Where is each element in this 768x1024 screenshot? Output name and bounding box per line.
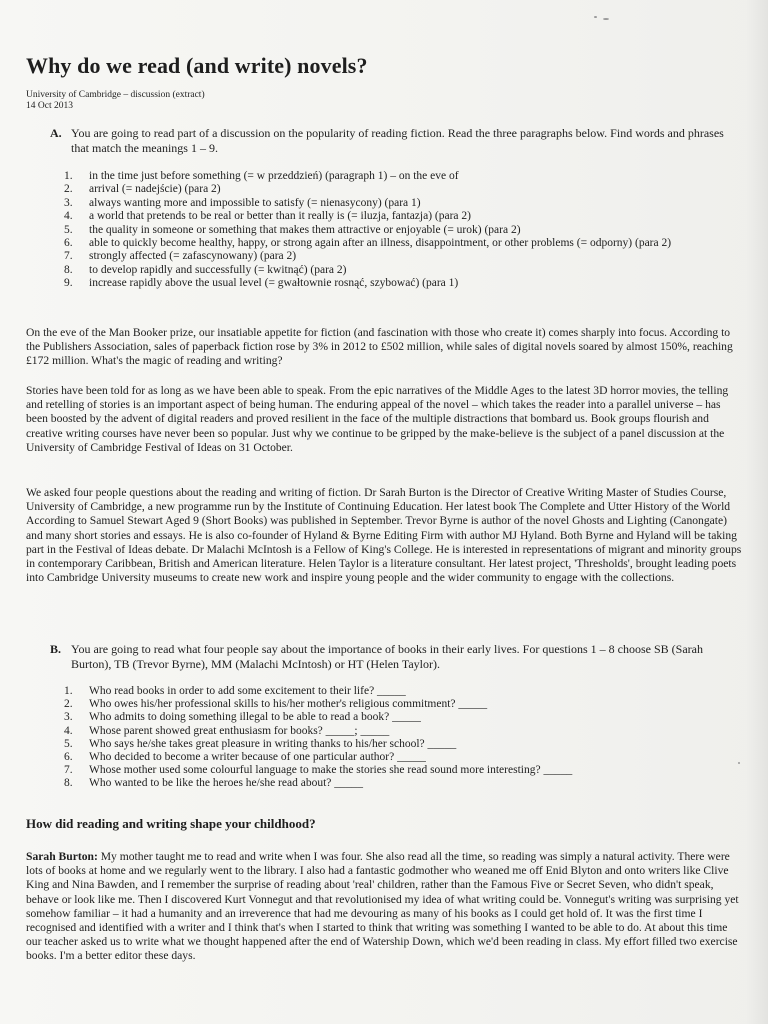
source-line: University of Cambridge – discussion (extract) bbox=[26, 90, 205, 100]
paragraph-2: Stories have been told for as long as we have been able to speak. From the epic narratives of the Middle Ages to the latest 3D horror movies, the telling and retelling of stories is an important aspect of being human. The enduring appeal of the novel – which takes the reader into a parallel universe – has been boosted by the advent of digital readers and proved resilient in the face of the multiple distractions that bombard us. Book groups flourish and creative writing courses have never been so popular. Just why we continue to be gripped by the make-believe is the subject of a panel discussion at the University of Cambridge Festival of Ideas on 31 October. bbox=[26, 384, 729, 454]
list-item: 5. the quality in someone or something that makes them attractive or enjoyable (= urok) (para 2) bbox=[64, 223, 521, 236]
page-title: Why do we read (and write) novels? bbox=[26, 53, 368, 78]
paragraph-3: We asked four people questions about the reading and writing of fiction. Dr Sarah Burton is the Director of Creative Writing Master of Studies Course, University of Cambridge, a new programme run by the Institute of Continuing Education. Her latest book The Complete and Utter History of the World According to Samuel Stewart Aged 9 (Short Books) was published in September. Trevor Byrne is author of the novel Ghosts and Lighting (Canongate) and many short stories and essays. He is also co-founder of Hyland & Byrne Editing Firm with author MJ Hyland. Both Byrne and Hyland will be taking part in the Festival of Ideas debate. Dr Malachi McIntosh is a Fellow of King's College. He is interested in representations of migrant and minority groups in contemporary Caribbean, British and American literature. Helen Taylor is a literature consultant. Her latest project, 'Thresholds', brought leading poets into Cambridge University museums to create new work and inspire young people and the wider community to engage with the collections. bbox=[26, 486, 742, 585]
list-item: 7. strongly affected (= zafascynowany) (para 2) bbox=[64, 250, 297, 263]
source-meta bbox=[26, 90, 205, 112]
speaker-name: Sarah Burton: bbox=[26, 850, 98, 863]
section-b-list bbox=[64, 685, 744, 791]
instruction-text: You are going to read part of a discussion on the popularity of reading fiction. Read the three paragraphs below. Find words and phrases that match the meanings 1 – 9. bbox=[71, 126, 724, 155]
list-item: 2. Who owes his/her professional skills to his/her mother's religious commitment? _____ bbox=[64, 698, 488, 711]
instruction-text: You are going to read what four people say about the importance of books in their early lives. For questions 1 – 8 choose SB (Sarah Burton), TB (Trevor Byrne), MM (Malachi McIntosh) or HT (Helen Taylor). bbox=[71, 642, 703, 671]
page-edge-shadow bbox=[746, 0, 768, 1024]
list-item: 3. Who admits to doing something illegal to be able to read a book? _____ bbox=[64, 711, 421, 724]
section-a-list bbox=[64, 170, 744, 291]
section-b-instruction bbox=[50, 642, 740, 672]
list-item: 2. arrival (= nadejście) (para 2) bbox=[64, 183, 221, 196]
scan-speck bbox=[603, 18, 609, 20]
date-line: 14 Oct 2013 bbox=[26, 101, 73, 111]
section-letter: A. bbox=[50, 126, 62, 140]
list-item: 4. a world that pretends to be real or better than it really is (= iluzja, fantazja) (para 2) bbox=[64, 210, 471, 223]
list-item: 8. to develop rapidly and successfully (= kwitnąć) (para 2) bbox=[64, 263, 347, 276]
section-letter: B. bbox=[50, 642, 62, 656]
list-item: 6. Who decided to become a writer because of one particular author? _____ bbox=[64, 751, 426, 764]
list-item: 1. Who read books in order to add some excitement to their life? _____ bbox=[64, 685, 406, 697]
list-item: 8. Who wanted to be like the heroes he/she read about? _____ bbox=[64, 777, 363, 790]
list-item: 5. Who says he/she takes great pleasure in writing thanks to his/her school? _____ bbox=[64, 737, 457, 750]
list-item: 1. in the time just before something (= w przeddzień) (paragraph 1) – on the eve of bbox=[64, 170, 459, 182]
burton-text: My mother taught me to read and write when I was four. She also read all the time, so reading was simply a natural activity. There were lots of books at home and we regularly went to the library. I also had a fantastic godmother who weaned me off Enid Blyton and onto writers like Clive King and Nina Bawden, and I remember the surprise of reading about 'real' children, rather than the Famous Five or Secret Seven, who didn't speak, behave or look like me. Then I discovered Kurt Vonnegut and that revolutionised my idea of what writing could be. Vonnegut's writing was surprising yet somehow familiar – it had a humanity and an irreverence that had me devouring as many of his books as I could get hold of. It was the first time I recognised and identified with a writer and I think that's when I started to think that writing was something I wanted to be able to do. At about this time our teacher asked us to write what we thought happened after the end of Watership Down, which we'd been reading in class. My effort filled two exercise books. I'm a better editor these days. bbox=[26, 850, 739, 963]
list-item: 4. Whose parent showed great enthusiasm for books? _____; _____ bbox=[64, 724, 390, 737]
list-item: 9. increase rapidly above the usual level (= gwałtownie rosnąć, szybować) (para 1) bbox=[64, 277, 459, 290]
list-item: 6. able to quickly become healthy, happy, or strong again after an illness, disappointment, or other problems (= odporny) (para 2) bbox=[64, 237, 672, 250]
section-heading: How did reading and writing shape your childhood? bbox=[26, 816, 316, 831]
list-item: 7. Whose mother used some colourful language to make the stories she read sound more interesting? _____ bbox=[64, 764, 573, 777]
burton-paragraph bbox=[26, 850, 744, 964]
paragraph-1: On the eve of the Man Booker prize, our insatiable appetite for fiction (and fascination with those who create it) comes sharply into focus. According to the Publishers Association, sales of paperback fiction rose by 3% in 2012 to £502 million, while sales of digital novels soared by almost 150%, reaching £172 million. What's the magic of reading and writing? bbox=[26, 326, 733, 368]
section-a-instruction bbox=[50, 126, 740, 158]
list-item: 3. always wanting more and impossible to satisfy (= nienasycony) (para 1) bbox=[64, 196, 421, 209]
scan-speck bbox=[594, 16, 597, 18]
